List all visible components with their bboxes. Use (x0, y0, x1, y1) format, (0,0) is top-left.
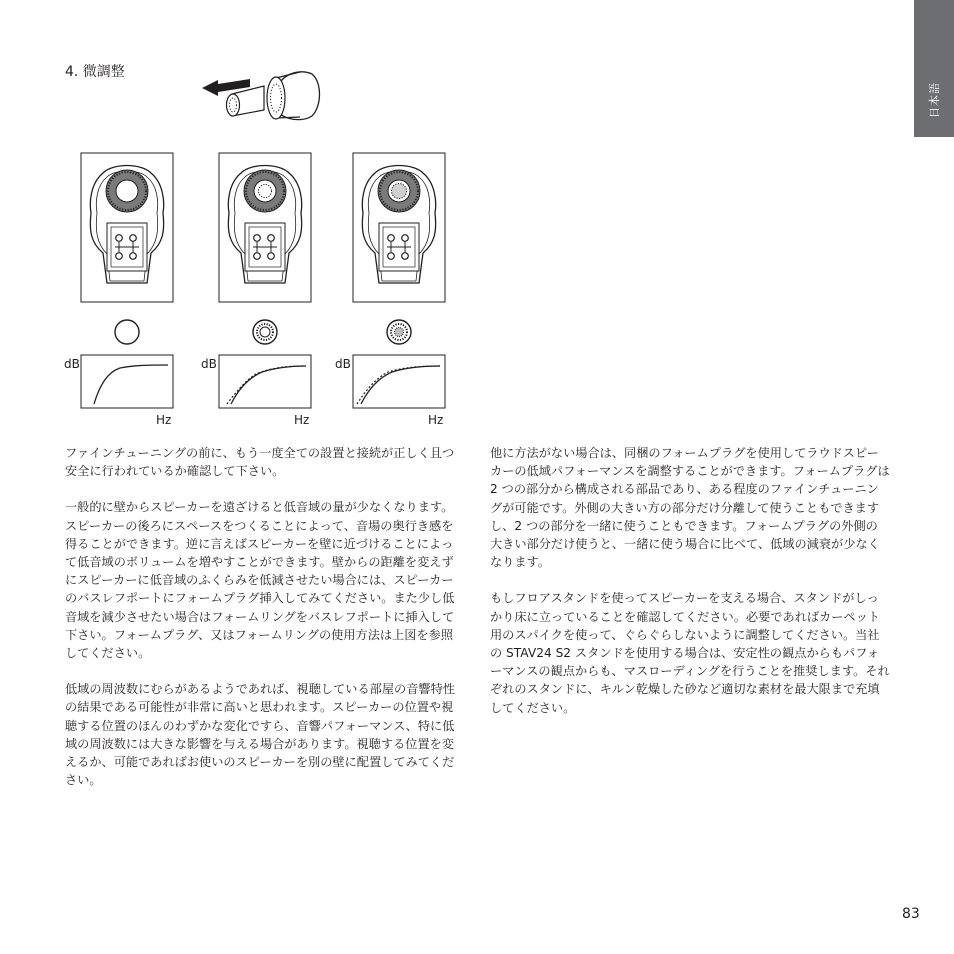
graph-1-ylabel: dB (64, 357, 80, 371)
left-text-column (65, 444, 464, 807)
response-graph-3 (335, 355, 445, 427)
right-paragraph-2: もしフロアスタンドを使ってスピーカーを支える場合、スタンドがしっかり床に立っていることを確認してください。必要であればカーペット用のスパイクを使って、ぐらぐらしないように調整してください。当社の STAV24 S2 スタンドを使用する場合は、安定性の観点からもパフォーマンスの観点からも、マスローディングを行うことを推奨します。それぞれのスタンドに、キルン乾燥した砂など適切な素材を最大限まで充填してください。 (490, 591, 890, 715)
speaker-panel-1 (81, 153, 173, 302)
response-graph-1 (64, 355, 173, 427)
left-paragraph-2: 一般的に壁からスピーカーを遠ざけると低音域の量が少なくなります。スピーカーの後ろにスペースをつくることによって、音場の奥行き感を得ることができます。逆に言えばスピーカーを壁に近づけることによって低音域のボリュームを増やすことができます。壁からの距離を変えずにスピーカーに低音域のふくらみを低減させたい場合には、スピーカーのバスレフポートにフォームプラグ挿入してみてください。また少し低音域を減少させたい場合はフォームリングをバスレフポートに挿入して下さい。フォームプラグ、又はフォームリングの使用方法は上図を参照してください。 (65, 500, 455, 661)
fine-tuning-figure (0, 0, 954, 440)
right-paragraph-1: 他に方法がない場合は、同梱のフォームプラグを使用してラウドスピーカーの低域パフォーマンスを調整することができます。フォームプラグは 2 つの部分から構成される部品であり、ある程度のファインチューニングが可能です。外側の大きい方の部分だけ分離して使うこともできますし、2 つの部分を一緒に使うこともできます。フォームプラグの外側の大きい部分だけ使うと、一緒に使う場合に比べて、低域の減衰が少なくなります。 (490, 446, 890, 570)
page-number: 83 (902, 906, 920, 922)
graph-1-xlabel: Hz (156, 413, 172, 427)
foam-plug-illustration (202, 72, 320, 120)
graph-3-ylabel: dB (335, 357, 351, 371)
graph-2-ylabel: dB (201, 357, 217, 371)
graph-3-xlabel: Hz (428, 413, 444, 427)
graph-2-xlabel: Hz (294, 413, 310, 427)
port-foam-ring-icon (253, 320, 277, 344)
language-tab-label: 日本語 (928, 82, 941, 118)
port-foam-plug-icon (387, 320, 411, 344)
port-open-icon (115, 320, 139, 344)
section-title: 4. 微調整 (65, 64, 125, 80)
speaker-panel-2 (219, 153, 311, 302)
left-paragraph-3: 低域の周波数にむらがあるようであれば、視聴している部屋の音響特性の結果である可能性が非常に高いと思われます。スピーカーの位置や視聴する位置のほんのわずかな変化ですら、音響パフォーマンス、特に低域の周波数には大きな影響を与える場合があります。視聴する位置を変えるか、可能であればお使いのスピーカーを別の壁に配置してみてください。 (65, 682, 455, 788)
response-graph-2 (201, 355, 311, 427)
left-paragraph-1: ファインチューニングの前に、もう一度全ての設置と接続が正しく且つ安全に行われているか確認して下さい。 (65, 446, 455, 479)
right-text-column (490, 444, 890, 735)
speaker-panel-3 (353, 153, 445, 302)
